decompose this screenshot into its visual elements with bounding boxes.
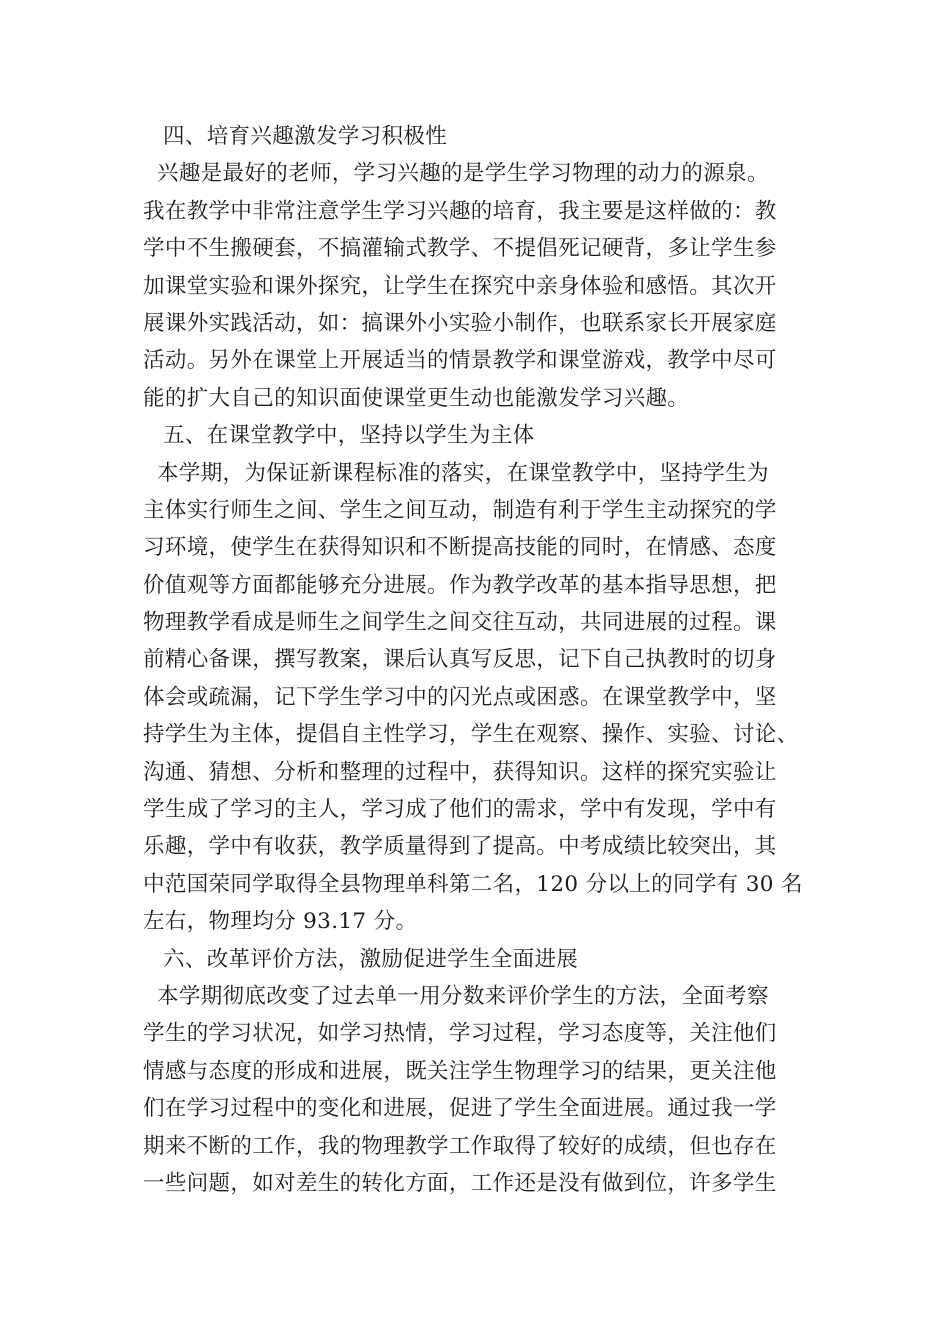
text-line: 学生成了学习的主人，学习成了他们的需求，学中有发现，学中有 [143,797,777,823]
paragraph [143,978,823,1202]
heading-text: 五、在课堂教学中，坚持以学生为主体 [163,423,535,449]
text-line: 体会或疏漏，记下学生学习中的闪光点或困惑。在课堂教学中，坚 [143,684,777,710]
text-line: 学中不生搬硬套，不搞灌输式教学、不提倡死记硬背，多让学生参 [143,236,777,262]
text-line: 前精心备课，撰写教案，课后认真写反思，记下自己执教时的切身 [143,647,777,673]
text-line: 物理教学看成是师生之间学生之间交往互动，共同进展的过程。课 [143,610,777,636]
text-line: 情感与态度的形成和进展，既关注学生物理学习的结果，更关注他 [143,1058,777,1084]
document-page [143,118,823,1202]
heading-text: 四、培育兴趣激发学习积极性 [163,124,448,149]
section-heading [143,417,823,454]
text-line: 能的扩大自己的知识面使课堂更生动也能激发学习兴趣。 [143,385,690,411]
text-line: 左右，物理均分 93.17 分。 [143,909,418,935]
paragraph [143,155,823,417]
text-line: 活动。另外在课堂上开展适当的情景教学和课堂游戏，教学中尽可 [143,348,777,374]
text-line: 学生的学习状况，如学习热情，学习过程，学习态度等，关注他们 [143,1021,777,1047]
section-heading [143,118,823,155]
text-line: 加课堂实验和课外探究，让学生在探究中亲身体验和感悟。其次开 [143,273,777,299]
text-line: 本学期彻底改变了过去单一用分数来评价学生的方法，全面考察 [157,983,769,1009]
text-line: 我在教学中非常注意学生学习兴趣的培育，我主要是这样做的：教 [143,198,777,224]
text-line: 兴趣是最好的老师，学习兴趣的是学生学习物理的动力的源泉。 [157,161,769,187]
text-line: 本学期，为保证新课程标准的落实，在课堂教学中，坚持学生为 [157,460,769,486]
section-heading [143,941,823,978]
text-line: 习环境，使学生在获得知识和不断提高技能的同时，在情感、态度 [143,535,777,561]
text-line: 期来不断的工作，我的物理教学工作取得了较好的成绩，但也存在 [143,1133,777,1159]
text-line: 主体实行师生之间、学生之间互动，制造有利于学生主动探究的学 [143,497,777,523]
text-line: 中范国荣同学取得全县物理单科第二名，120 分以上的同学有 30 名 [143,871,803,897]
text-line: 沟通、猜想、分析和整理的过程中，获得知识。这样的探究实验让 [143,759,777,785]
text-line: 一些问题，如对差生的转化方面，工作还是没有做到位，许多学生 [143,1170,777,1196]
text-line: 持学生为主体，提倡自主性学习，学生在观察、操作、实验、讨论、 [143,722,799,748]
text-line: 乐趣，学中有收获，教学质量得到了提高。中考成绩比较突出，其 [143,834,777,860]
paragraph [143,455,823,941]
text-line: 们在学习过程中的变化和进展，促进了学生全面进展。通过我一学 [143,1096,777,1122]
text-line: 价值观等方面都能够充分进展。作为教学改革的基本指导思想，把 [143,572,777,598]
heading-text: 六、改革评价方法，激励促进学生全面进展 [163,946,579,972]
text-line: 展课外实践活动，如：搞课外小实验小制作，也联系家长开展家庭 [143,310,777,336]
